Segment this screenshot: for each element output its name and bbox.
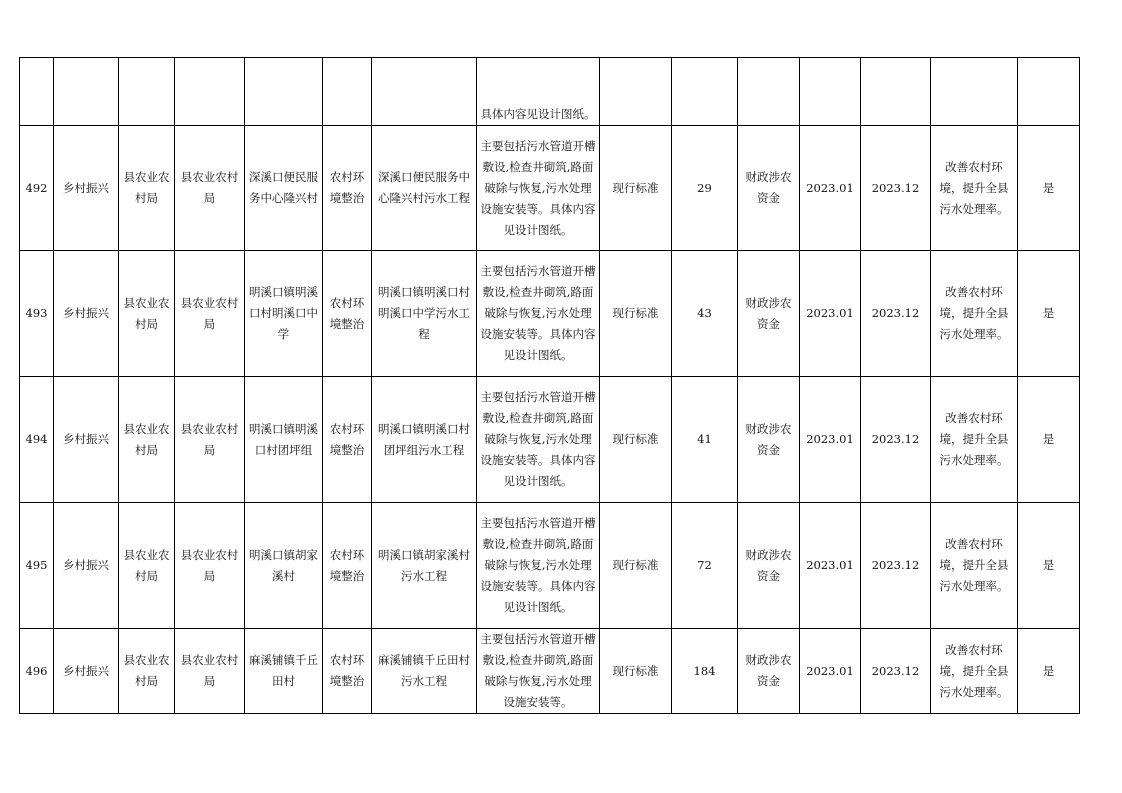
project-type-cell xyxy=(323,126,372,251)
start-date-cell-text: 2023.01 xyxy=(806,663,854,678)
project-name-cell xyxy=(372,377,477,503)
table-row xyxy=(20,251,1080,377)
category-cell-text: 乡村振兴 xyxy=(63,432,109,446)
end-date-cell xyxy=(861,58,931,126)
investment-amount-cell xyxy=(672,377,738,503)
table-row xyxy=(20,126,1080,251)
fund-source-cell xyxy=(738,377,800,503)
standard-cell-text: 现行标准 xyxy=(612,432,659,446)
location-cell xyxy=(245,377,323,503)
expected-benefit-cell xyxy=(931,251,1018,377)
row-number-text: 493 xyxy=(25,306,48,320)
start-date-cell xyxy=(800,377,861,503)
investment-amount-cell-text: 184 xyxy=(693,663,716,678)
location-cell-text: 明溪口镇胡家溪村 xyxy=(249,547,318,583)
end-date-cell xyxy=(861,126,931,251)
category-cell xyxy=(54,503,119,629)
flag-cell xyxy=(1018,251,1080,377)
expected-benefit-cell-text: 改善农村环境，提升全县污水处理率。 xyxy=(939,411,1009,467)
location-cell-text: 明溪口镇明溪口村团坪组 xyxy=(249,421,318,457)
flag-cell-text: 是 xyxy=(1042,663,1055,678)
row-number xyxy=(20,126,54,251)
investment-amount-cell-text: 72 xyxy=(697,558,712,572)
project-type-cell-text: 农村环境整治 xyxy=(329,653,365,688)
flag-cell xyxy=(1018,58,1080,126)
investment-amount-cell xyxy=(672,251,738,377)
table-row xyxy=(20,503,1080,629)
responsible-unit-cell xyxy=(119,58,175,126)
expected-benefit-cell-text: 改善农村环境，提升全县污水处理率。 xyxy=(939,642,1009,699)
investment-amount-cell xyxy=(672,126,738,251)
category-cell-text: 乡村振兴 xyxy=(63,663,109,678)
start-date-cell-text: 2023.01 xyxy=(806,306,854,320)
location-cell xyxy=(245,126,323,251)
responsible-unit-cell-text: 县农业农村局 xyxy=(123,547,170,583)
end-date-cell-text: 2023.12 xyxy=(871,432,920,446)
fund-source-cell-text: 财政涉农资金 xyxy=(745,421,792,457)
standard-cell-text: 现行标准 xyxy=(612,558,659,572)
flag-cell xyxy=(1018,503,1080,629)
fund-source-cell xyxy=(738,251,800,377)
investment-amount-cell-text: 41 xyxy=(697,432,712,446)
start-date-cell-text: 2023.01 xyxy=(806,432,854,446)
responsible-unit-cell xyxy=(119,126,175,251)
row-number-text: 496 xyxy=(25,663,48,678)
start-date-cell xyxy=(800,58,861,126)
expected-benefit-cell xyxy=(931,126,1018,251)
project-name-cell xyxy=(372,58,477,126)
implementing-unit-cell-text: 县农业农村局 xyxy=(180,170,239,205)
fund-source-cell xyxy=(738,629,800,714)
location-cell xyxy=(245,503,323,629)
fund-source-cell-text: 财政涉农资金 xyxy=(745,170,792,205)
implementing-unit-cell xyxy=(175,126,245,251)
responsible-unit-cell-text: 县农业农村局 xyxy=(123,653,170,688)
implementing-unit-cell-text: 县农业农村局 xyxy=(180,295,239,331)
standard-cell-text: 现行标准 xyxy=(612,180,659,195)
construction-content-cell-text: 主要包括污水管道开槽敷设,检查井砌筑,路面破除与恢复,污水处理设施安装等。具体内容见设计图纸。 xyxy=(480,516,596,614)
standard-cell xyxy=(600,629,672,714)
start-date-cell-text: 2023.01 xyxy=(806,558,854,572)
construction-content-cell-text: 主要包括污水管道开槽敷设,检查井砌筑,路面破除与恢复,污水处理设施安装等。 xyxy=(480,632,596,709)
category-cell-text: 乡村振兴 xyxy=(63,558,109,572)
expected-benefit-cell xyxy=(931,629,1018,714)
implementing-unit-cell-text: 县农业农村局 xyxy=(180,653,239,688)
responsible-unit-cell xyxy=(119,629,175,714)
project-name-cell-text: 明溪口镇明溪口村明溪口中学污水工程 xyxy=(378,285,470,341)
table-row xyxy=(20,58,1080,126)
standard-cell xyxy=(600,126,672,251)
end-date-cell-text: 2023.12 xyxy=(871,558,920,572)
investment-amount-cell xyxy=(672,629,738,714)
flag-cell-text: 是 xyxy=(1042,180,1055,195)
row-number-text: 494 xyxy=(25,432,48,446)
investment-amount-cell-text: 29 xyxy=(697,180,712,195)
construction-content-cell xyxy=(477,629,600,714)
start-date-cell xyxy=(800,251,861,377)
flag-cell xyxy=(1018,126,1080,251)
responsible-unit-cell-text: 县农业农村局 xyxy=(123,295,170,331)
project-table xyxy=(19,57,1080,714)
project-type-cell-text: 农村环境整治 xyxy=(329,421,365,457)
expected-benefit-cell-text: 改善农村环境，提升全县污水处理率。 xyxy=(939,537,1009,593)
location-cell xyxy=(245,58,323,126)
project-type-cell xyxy=(323,377,372,503)
implementing-unit-cell xyxy=(175,377,245,503)
project-type-cell xyxy=(323,503,372,629)
location-cell xyxy=(245,629,323,714)
fund-source-cell-text: 财政涉农资金 xyxy=(745,653,792,688)
start-date-cell xyxy=(800,126,861,251)
end-date-cell xyxy=(861,503,931,629)
construction-content-cell xyxy=(477,126,600,251)
table-row xyxy=(20,377,1080,503)
category-cell xyxy=(54,58,119,126)
responsible-unit-cell-text: 县农业农村局 xyxy=(123,421,170,457)
construction-content-cell xyxy=(477,58,600,126)
implementing-unit-cell xyxy=(175,629,245,714)
location-cell-text: 麻溪铺镇千丘田村 xyxy=(249,653,318,688)
flag-cell-text: 是 xyxy=(1042,306,1055,320)
end-date-cell xyxy=(861,629,931,714)
end-date-cell-text: 2023.12 xyxy=(871,180,920,195)
construction-content-cell xyxy=(477,251,600,377)
implementing-unit-cell-text: 县农业农村局 xyxy=(180,421,239,457)
implementing-unit-cell xyxy=(175,251,245,377)
category-cell xyxy=(54,251,119,377)
project-name-cell-text: 深溪口便民服务中心隆兴村污水工程 xyxy=(378,170,470,205)
construction-content-cell-text: 主要包括污水管道开槽敷设,检查井砌筑,路面破除与恢复,污水处理设施安装等。具体内容见设计图纸。 xyxy=(480,390,596,488)
row-number xyxy=(20,58,54,126)
responsible-unit-cell xyxy=(119,251,175,377)
construction-content-cell xyxy=(477,503,600,629)
project-type-cell-text: 农村环境整治 xyxy=(329,295,365,331)
investment-amount-cell xyxy=(672,503,738,629)
expected-benefit-cell-text: 改善农村环境，提升全县污水处理率。 xyxy=(939,159,1009,216)
expected-benefit-cell-text: 改善农村环境，提升全县污水处理率。 xyxy=(939,285,1009,341)
construction-content-cell-text: 具体内容见设计图纸。 xyxy=(480,107,596,121)
project-name-cell xyxy=(372,126,477,251)
project-type-cell-text: 农村环境整治 xyxy=(329,547,365,583)
responsible-unit-cell xyxy=(119,377,175,503)
category-cell-text: 乡村振兴 xyxy=(63,180,109,195)
implementing-unit-cell xyxy=(175,503,245,629)
end-date-cell-text: 2023.12 xyxy=(871,663,920,678)
standard-cell xyxy=(600,503,672,629)
category-cell xyxy=(54,377,119,503)
category-cell xyxy=(54,629,119,714)
investment-amount-cell-text: 43 xyxy=(697,306,712,320)
project-name-cell xyxy=(372,251,477,377)
location-cell-text: 明溪口镇明溪口村明溪口中学 xyxy=(249,285,318,341)
construction-content-cell-text: 主要包括污水管道开槽敷设,检查井砌筑,路面破除与恢复,污水处理设施安装等。具体内容见设计图纸。 xyxy=(480,138,596,237)
row-number xyxy=(20,251,54,377)
flag-cell xyxy=(1018,629,1080,714)
standard-cell xyxy=(600,377,672,503)
row-number xyxy=(20,377,54,503)
category-cell-text: 乡村振兴 xyxy=(63,306,109,320)
fund-source-cell xyxy=(738,126,800,251)
row-number-text: 495 xyxy=(25,558,48,572)
row-number xyxy=(20,629,54,714)
start-date-cell xyxy=(800,503,861,629)
expected-benefit-cell xyxy=(931,377,1018,503)
location-cell xyxy=(245,251,323,377)
project-name-cell-text: 明溪口镇胡家溪村污水工程 xyxy=(378,547,470,583)
fund-source-cell xyxy=(738,58,800,126)
location-cell-text: 深溪口便民服务中心隆兴村 xyxy=(249,170,318,205)
construction-content-cell-text: 主要包括污水管道开槽敷设,检查井砌筑,路面破除与恢复,污水处理设施安装等。具体内容见设计图纸。 xyxy=(480,264,596,362)
project-type-cell xyxy=(323,629,372,714)
project-type-cell xyxy=(323,58,372,126)
row-number xyxy=(20,503,54,629)
flag-cell-text: 是 xyxy=(1042,432,1055,446)
implementing-unit-cell-text: 县农业农村局 xyxy=(180,547,239,583)
standard-cell xyxy=(600,251,672,377)
flag-cell xyxy=(1018,377,1080,503)
fund-source-cell-text: 财政涉农资金 xyxy=(745,295,792,331)
investment-amount-cell xyxy=(672,58,738,126)
implementing-unit-cell xyxy=(175,58,245,126)
responsible-unit-cell-text: 县农业农村局 xyxy=(123,170,170,205)
table-row xyxy=(20,629,1080,714)
standard-cell xyxy=(600,58,672,126)
construction-content-cell xyxy=(477,377,600,503)
project-type-cell-text: 农村环境整治 xyxy=(329,170,365,205)
expected-benefit-cell xyxy=(931,58,1018,126)
end-date-cell xyxy=(861,377,931,503)
start-date-cell xyxy=(800,629,861,714)
start-date-cell-text: 2023.01 xyxy=(806,180,854,195)
end-date-cell xyxy=(861,251,931,377)
end-date-cell-text: 2023.12 xyxy=(871,306,920,320)
expected-benefit-cell xyxy=(931,503,1018,629)
project-name-cell-text: 明溪口镇明溪口村团坪组污水工程 xyxy=(378,421,470,457)
fund-source-cell-text: 财政涉农资金 xyxy=(745,547,792,583)
project-type-cell xyxy=(323,251,372,377)
standard-cell-text: 现行标准 xyxy=(612,663,659,678)
project-name-cell-text: 麻溪铺镇千丘田村污水工程 xyxy=(378,653,470,688)
project-name-cell xyxy=(372,629,477,714)
standard-cell-text: 现行标准 xyxy=(612,306,659,320)
flag-cell-text: 是 xyxy=(1042,558,1055,572)
row-number-text: 492 xyxy=(25,180,48,195)
project-name-cell xyxy=(372,503,477,629)
category-cell xyxy=(54,126,119,251)
responsible-unit-cell xyxy=(119,503,175,629)
fund-source-cell xyxy=(738,503,800,629)
